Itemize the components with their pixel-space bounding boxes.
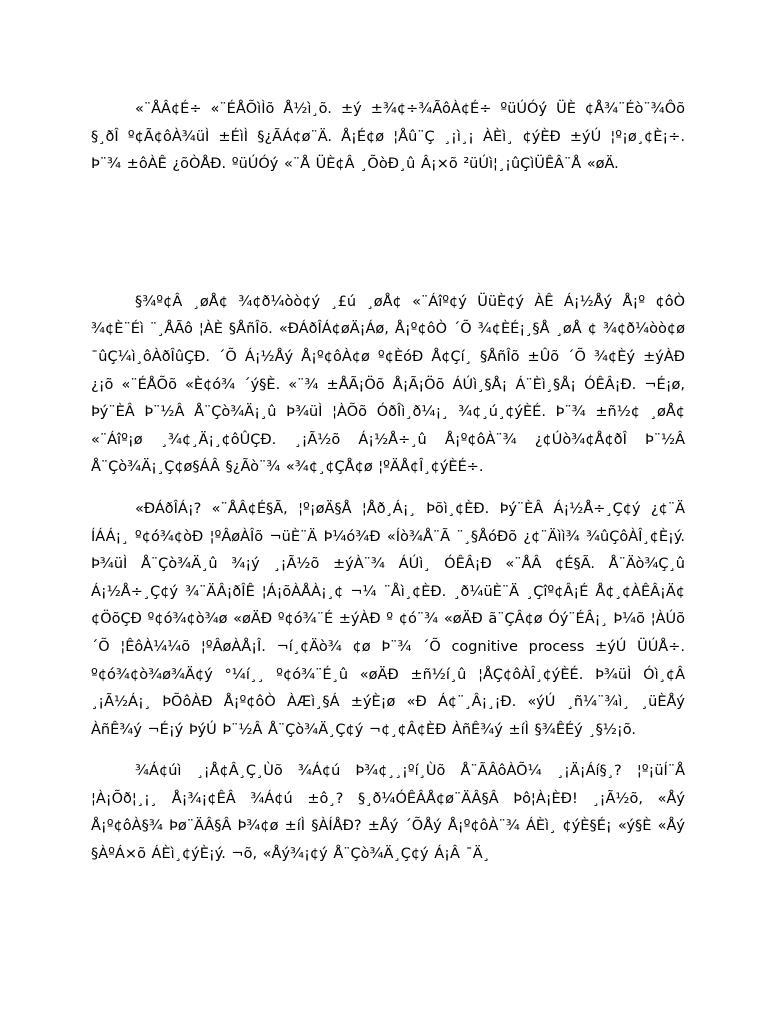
document-page xyxy=(91,96,685,869)
paragraph-2: §¾º¢Â ¸øÅ¢ ¾¢ð¼òò¢ý ¸£ú ¸øÅ¢ «¨Áîº¢ý ÜüÈ¢ý ÀÊ Á¡½Åý Å¡º ¢ôÒ ¾¢È¨Éì ¨¸ÅÃô ¦ÀÈ §ÅñÎõ. «ÐÁðÎÁ¢øÄ¡Áø, Å¡º¢ôÒ ´Õ ¾¢ÈÉ¡¸§Å ¸øÅ ¢ ¾¢ð¼òò¢ø ¯ûÇ¼ì¸ôÀðÎûÇÐ. ´Õ Á¡½Åý Å¡º¢ôÀ¢ø º¢ÈóÐ Å¢Çí¸ §ÅñÎõ ±Ûõ ´Õ ¾¢Èý ±ýÀÐ ¿¡õ «¨ÉÅÕõ «È¢ó¾ ´ý§È. «¨¾ ±ÅÃ¡Öõ Å¡Ã¡Öõ ÁÚì¸§Å¡ Á¨Èì¸§Å¡ ÓÊÂ¡Ð. ¬É¡ø, Þý¨ÈÂ Þ¨½Â Å¨Çò¾Ä¡¸û Þ¾üÌ ¦ÀÕõ ÓðÎì¸ð¼¡¸ ¾¢¸ú¸¢ýÈÉ. Þ¨¾ ±ñ½¢ ¸øÅ¢ «¨Áîº¡ø ¸¾¢¸Ä¡¸¢ôÛÇÐ. ¸¡Ã½õ Á¡½Å÷¸û Å¡º¢ôÀ¨¾ ¿¢Úò¾¢Å¢ðÎ Þ¨½Â Å¨Çò¾Ä¡¸Ç¢ø§ÁÂ §¿Ãò¨¾ «¾¢¸¢ÇÅ¢ø ¦ºÄÅ¢Î¸¢ýÈÉ÷. xyxy=(91,293,685,476)
paragraph-1: «¨ÅÂ¢É÷ «¨ÉÅÕìÌõ Å½ì¸õ. ±ý ±¾¢÷¾ÃôÀ¢É÷ ºüÚÓý ÜÈ ¢Å¾¨Éò¨¾Ôõ §¸ðÎ º¢Ã¢ôÀ¾üÌ ±ÉìÌ §¿ÃÁ¢ø¨Ä. Å¡É¢ø ¦Åû¨Ç ¸¡ì¸¡ ÀÈì¸ ¢ýÈÐ ±ýÚ ¦º¡ø¸¢È¡÷. Þ¨¾ ±ôÀÊ ¿õÒÅÐ. ºüÚÓý «¨Å ÜÈ¢Â ¸ÕòÐ¸û Â¡×õ ²üÚì¦¸¡ûÇìÜÊÂ¨Å «øÄ. xyxy=(91,101,685,173)
paragraph-4: ¾Á¢úì ¸¡Å¢Â¸Ç¸Ùõ ¾Á¢ú Þ¾¢¸¸¡ºí¸Ùõ Å¨ÃÂôÀÕ¼ ¸¡Ä¡Áí§¸? ¦º¡üÍ¨Å ¦À¡Õð¦¸¡¸ Å¡¾¡¢ÊÂ ¾Á¢ú ±ô¸? §¸ð¼ÓÊÂÅ¢ø¨ÄÂ§Â Þô¦À¡ÈÐ! ¸¡Ã½õ, «Åý Å¡º¢ôÀ§¾ Þø¨ÄÂ§Â Þ¾¢ø ±íÌ §ÀÍÅÐ? ±Åý ´ÕÅý Å¡º¢ôÀ¨¾ ÁÈì¸ ¢ýÈ§É¡ «ý§È «Åý §ÀºÁ×õ ÁÈì¸¢ýÈ¡ý. ¬õ, «Åý¾¡¢ý Å¨Çò¾Ä¸Ç¢ý Á¡Â ¯Ä¸ xyxy=(91,763,685,863)
paragraph-3: «ÐÁðÎÁ¡? «¨ÅÂ¢É§Ã, ¦º¡øÄ§Å ¦Åð¸Á¡¸ Þõì¸¢ÈÐ. Þý¨ÈÂ Á¡½Å÷¸Ç¢ý ¿¢¨Ä ÍÁÁ¡¸ º¢ó¾¢òÐ ¦ºÂøÀÎõ ¬üÈ¨Ä Þ¼ó¾Ð «Íò¾Å¨Ã ¨¸§ÅóÐõ ¿¢¨Äìì¾ ¾ûÇôÀÎ¸¢È¡ý. Þ¾üÌ Å¨Çò¾Ä¸û ¾¡ý ¸¡Ã½õ ±ýÀ¨¾ ÁÚì¸ ÓÊÂ¡Ð «¨ÅÂ ¢É§Ã. Å¨Äò¾Ç¸û Á¡½Å÷¸Ç¢ý ¾¨ÄÂ¡ðÎÊ ¦Á¡õÀÅÀ¡¸¢ ¬¼ ¨Åì¸¢ÈÐ. ¸ð¼üÈ¨Ä ¸Çîº¢Â¡É Å¢¸¢ÀÊÂ¡Ä¢¢ÖõÇÐ º¢ó¾¢ò¾ø «øÄÐ º¢ó¾¨É ±ýÀÐ º ¢ó¨¾ «øÄÐ ã¨ÇÂ¢ø Óý¨ÉÂ¡¸ Þ¼õ ¦ÀÚõ ´Õ ¦ÊôÀ¼¼õ ¦ºÂøÀÅ¡Î. ¬í¸¢Äò¾ ¢ø Þ¨¾ ´Õ cognitive process ±ýÚ ÜÚÅ÷. º¢ó¾¢ò¾ø¾Ä¢ý °¼í¸¸ º¢ó¾¨É¸û «øÄÐ ±ñ½í¸û ¦ÅÇ¢ôÀÎ¸¢ýÈÉ. Þ¾üÌ Óì¸¢Â ¸¡Ã½Á¡¸ ÞÕôÀÐ Å¡º¢ôÒ ÀÆì¸§Á ±ýÈ¡ø «Ð Á¢¨¸Â¡¸¡Ð. «ýÚ ¸ñ¼¨¾ì¸ ¸üÈÅý ÀñÊ¾ý ¬É¡ý ÞýÚ Þ¨½Â Å¨Çò¾Ä¸Ç¢ý ¬¢¸¢Â¢ÈÐ ÀñÊ¾ý ±íÌ §¾ÊÉý ¸§½¡õ. xyxy=(91,500,685,738)
